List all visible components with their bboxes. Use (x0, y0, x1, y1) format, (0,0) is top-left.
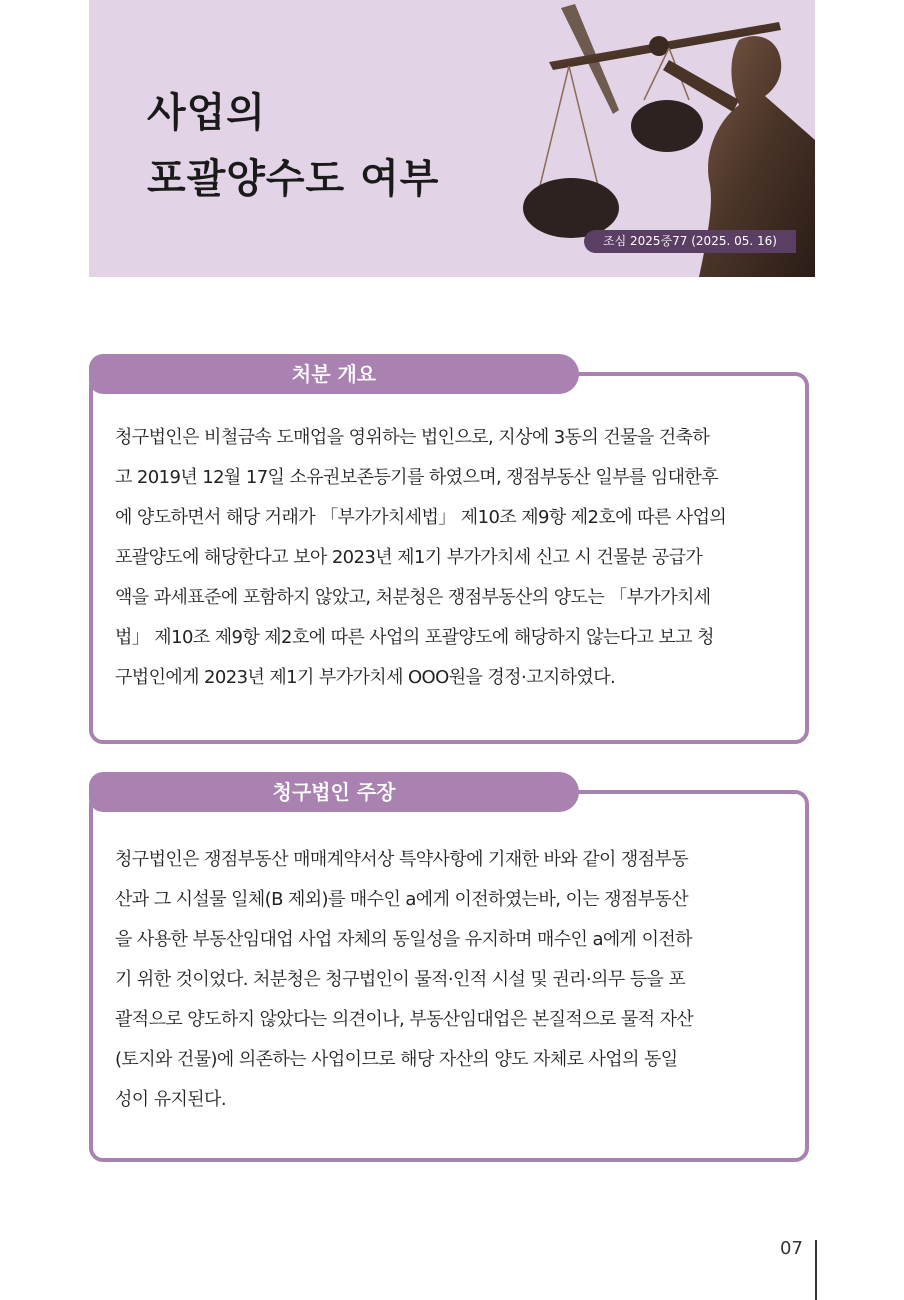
section-body (115, 840, 783, 1120)
section-disposition-overview (89, 354, 815, 746)
page-number: 07 (780, 1238, 803, 1259)
text-line: 청구법인은 비철금속 도매업을 영위하는 법인으로, 지상에 3동의 건물을 건축하 (115, 427, 710, 448)
section-body (115, 418, 783, 698)
text-line: 법」 제10조 제9항 제2호에 따른 사업의 포괄양도에 해당하지 않는다고 보고 청 (115, 627, 714, 648)
text-line: 괄적으로 양도하지 않았다는 의견이나, 부동산임대업은 본질적으로 물적 자산 (115, 1009, 694, 1030)
text-line: 구법인에게 2023년 제1기 부가가치세 OOO원을 경정·고지하였다. (115, 667, 616, 688)
section-heading: 처분 개요 (89, 354, 579, 394)
text-line: 청구법인은 쟁점부동산 매매계약서상 특약사항에 기재한 바와 같이 쟁점부동 (115, 849, 689, 870)
page-title (147, 80, 439, 212)
section-heading: 청구법인 주장 (89, 772, 579, 812)
text-line: 액을 과세표준에 포함하지 않았고, 처분청은 쟁점부동산의 양도는 「부가가치세 (115, 587, 711, 608)
section-claimant-argument (89, 772, 815, 1164)
text-line: 포괄양도에 해당한다고 보아 2023년 제1기 부가가치세 신고 시 건물분 공급가 (115, 547, 703, 568)
text-line: 기 위한 것이었다. 처분청은 청구법인이 물적·인적 시설 및 권리·의무 등을 포 (115, 969, 686, 990)
page-number-rule (815, 1240, 817, 1300)
text-line: 성이 유지된다. (115, 1089, 226, 1110)
text-line: (토지와 건물)에 의존하는 사업이므로 해당 자산의 양도 자체로 사업의 동일 (115, 1049, 678, 1070)
title-line-1: 사업의 (147, 90, 266, 136)
header-banner (89, 0, 815, 277)
title-line-2: 포괄양수도 여부 (147, 156, 440, 202)
text-line: 을 사용한 부동산임대업 사업 자체의 동일성을 유지하며 매수인 a에게 이전하 (115, 929, 692, 950)
text-line: 산과 그 시설물 일체(B 제외)를 매수인 a에게 이전하였는바, 이는 쟁점부동산 (115, 889, 689, 910)
case-number-badge: 조심 2025중77 (2025. 05. 16) (584, 230, 796, 253)
text-line: 고 2019년 12월 17일 소유권보존등기를 하였으며, 쟁점부동산 일부를 임대한후 (115, 467, 718, 488)
text-line: 에 양도하면서 해당 거래가 「부가가치세법」 제10조 제9항 제2호에 따른 사업의 (115, 507, 727, 528)
